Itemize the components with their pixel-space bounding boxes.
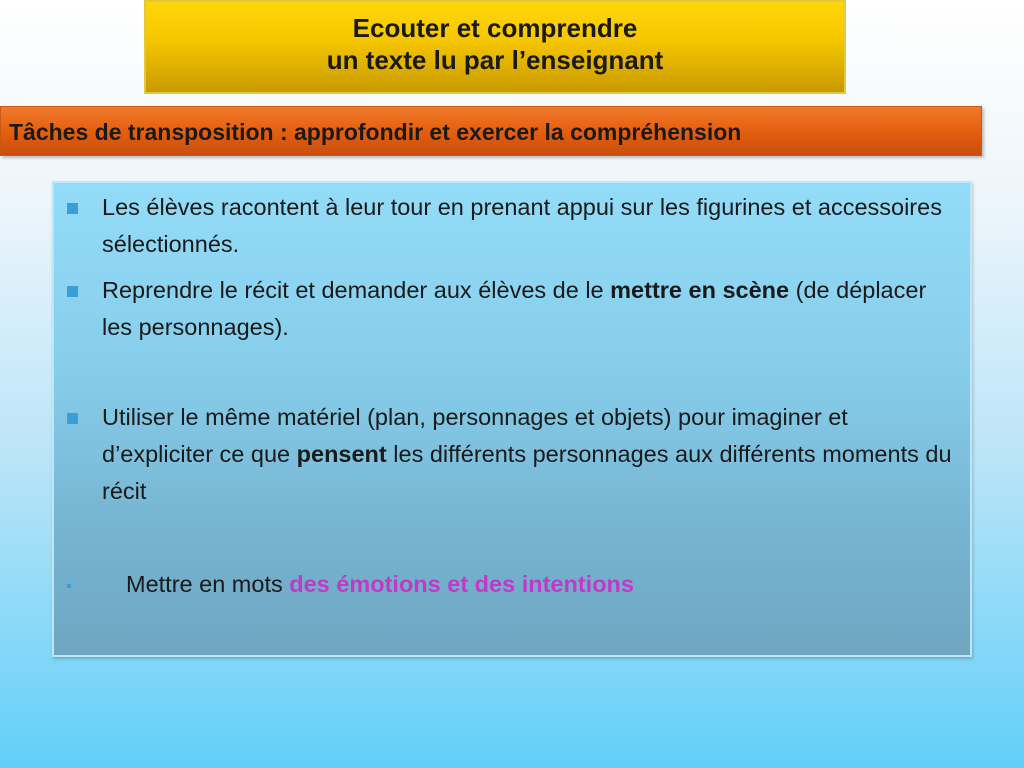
section-subtitle-bar — [0, 106, 982, 156]
bullet-item-2 — [54, 272, 954, 346]
slide-title-line-1: Ecouter et comprendre — [352, 13, 638, 43]
section-subtitle-text: Tâches de transposition : approfondir et exercer la compréhension — [9, 119, 742, 145]
bullet-item-2-text-start: Reprendre le récit et demander aux élèves de le — [102, 277, 611, 303]
slide-title-box — [144, 0, 846, 94]
bullet-item-2-text-end: (de déplacer les personnages). — [102, 277, 927, 340]
square-bullet-icon — [67, 286, 78, 297]
bullet-list — [54, 183, 970, 655]
content-panel — [52, 181, 972, 657]
square-bullet-icon — [67, 203, 78, 214]
small-bullet-icon — [67, 584, 71, 588]
bullet-item-4-text — [126, 566, 954, 603]
bullet-item-1 — [54, 189, 954, 263]
bullet-item-4-text-start: Mettre en mots — [126, 571, 290, 597]
bullet-item-4 — [54, 566, 954, 603]
bullet-item-3-text-end: les différents personnages aux différents moments du récit — [102, 441, 952, 504]
bullet-item-4-highlight: des émotions et des intentions — [289, 571, 634, 597]
bullet-item-3-emphasis: pensent — [296, 441, 387, 467]
slide-title-line-2: un texte lu par l’enseignant — [326, 45, 664, 75]
bullet-item-3 — [54, 399, 954, 510]
bullet-item-1-text: Les élèves racontent à leur tour en prenant appui sur les figurines et accessoires sélectionnés. — [102, 194, 942, 257]
bullet-item-2-text — [102, 272, 954, 346]
bullet-item-3-text-start: Utiliser le même matériel (plan, personnages et objets) pour imaginer et d’expliciter ce que — [102, 404, 848, 467]
square-bullet-icon — [67, 413, 78, 424]
bullet-item-3-text — [102, 399, 954, 510]
bullet-item-2-emphasis: mettre en scène — [610, 277, 790, 303]
